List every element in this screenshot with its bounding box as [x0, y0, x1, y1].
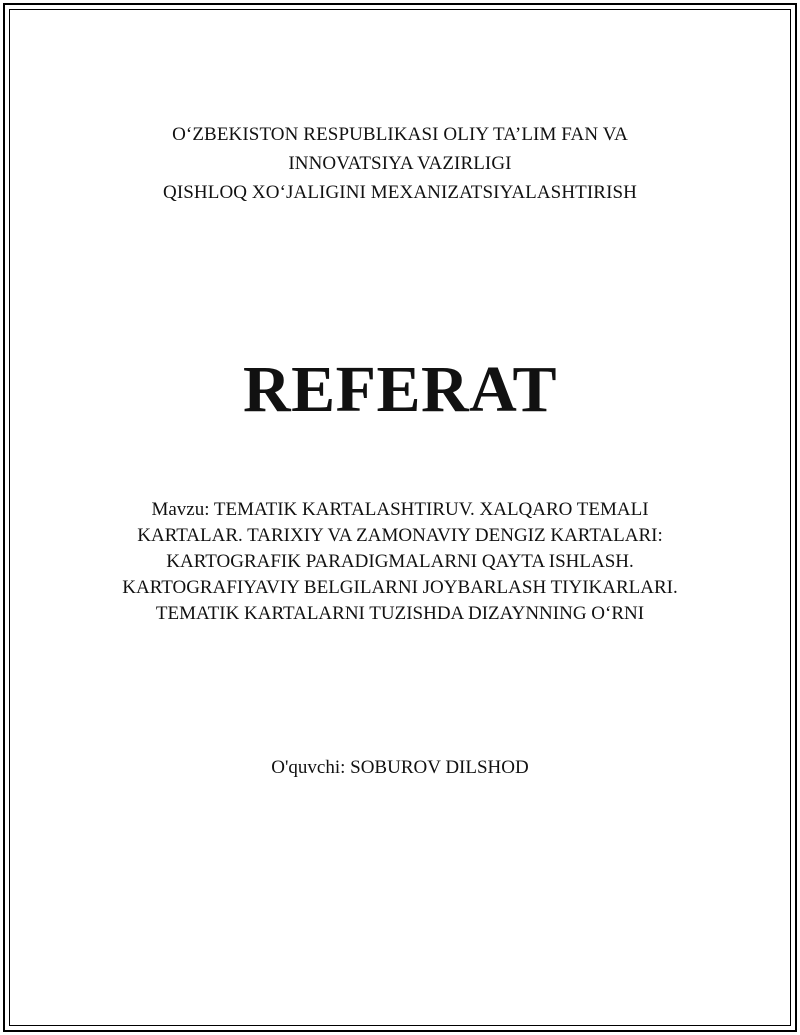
student-block	[0, 755, 800, 781]
institution-header	[0, 120, 800, 207]
topic-line-5: TEMATIK KARTALARNI TUZISHDA DIZAYNNING O‘RNI	[155, 603, 645, 624]
topic-block	[0, 497, 800, 627]
header-line-2: INNOVATSIYA VAZIRLIGI	[288, 153, 512, 174]
topic-line-1: Mavzu: TEMATIK KARTALASHTIRUV. XALQARO TEMALI	[151, 499, 649, 520]
topic-line-3: KARTOGRAFIK PARADIGMALARNI QAYTA ISHLASH.	[166, 551, 634, 572]
document-title: REFERAT	[243, 353, 557, 426]
topic-line-2: KARTALAR. TARIXIY VA ZAMONAVIY DENGIZ KARTALARI:	[137, 525, 663, 546]
topic-line-4: KARTOGRAFIYAVIY BELGILARNI JOYBARLASH TIYIKARLARI.	[122, 577, 678, 598]
header-line-3: QISHLOQ XO‘JALIGINI MEXANIZATSIYALASHTIRISH	[163, 182, 637, 203]
student-name: O'quvchi: SOBUROV DILSHOD	[271, 757, 529, 778]
header-line-1: O‘ZBEKISTON RESPUBLIKASI OLIY TA’LIM FAN VA	[172, 124, 628, 145]
